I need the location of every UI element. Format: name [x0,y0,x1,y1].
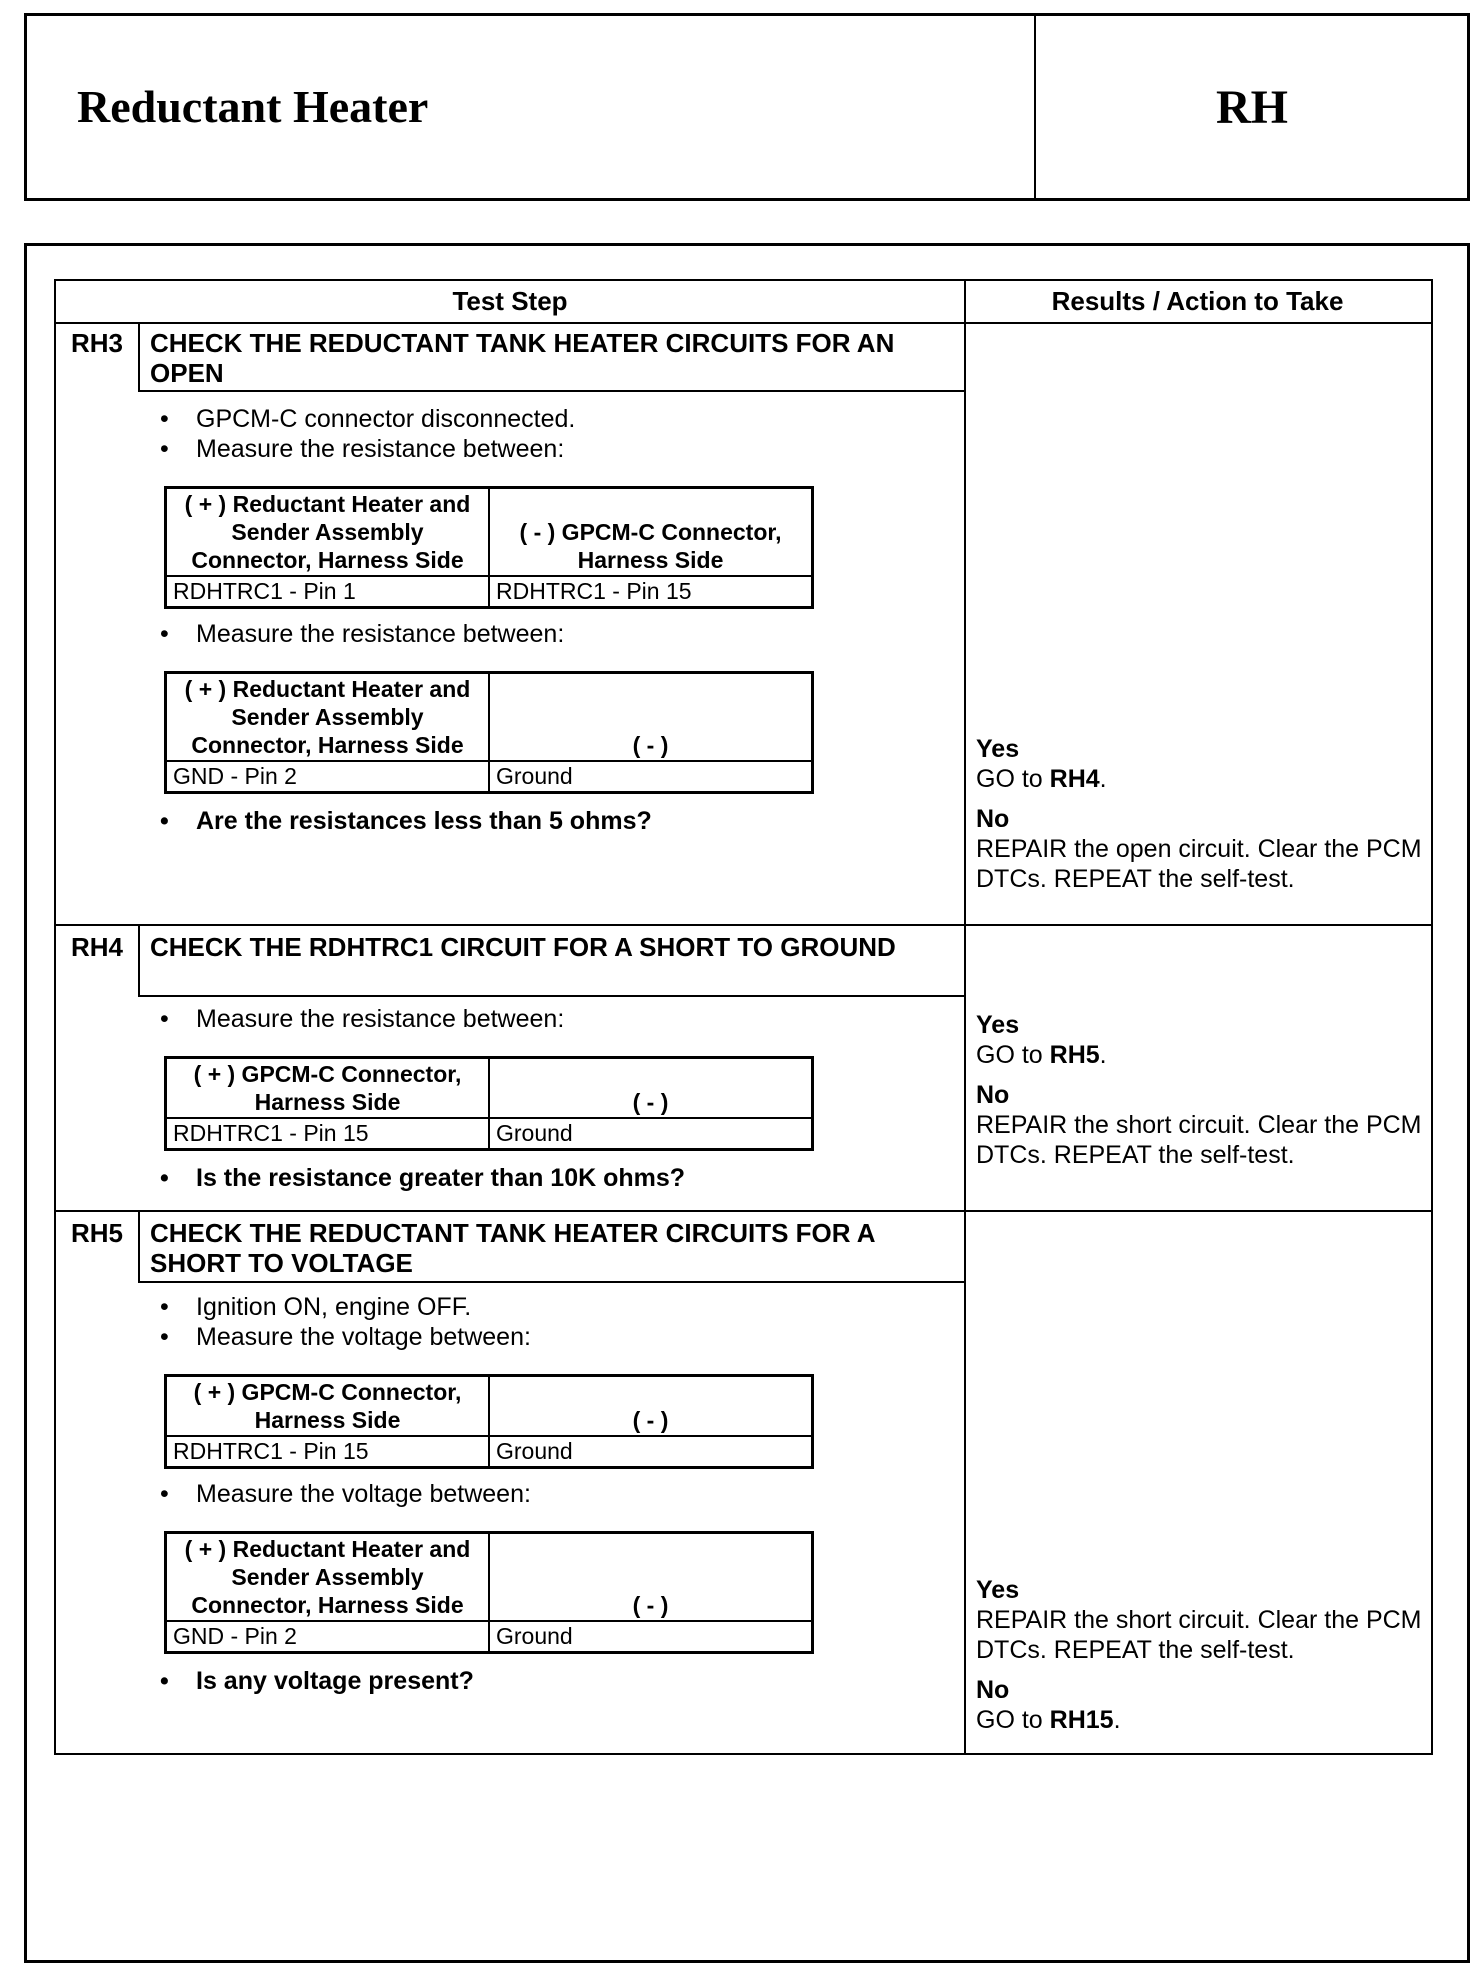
cell: Ground [489,1436,813,1468]
step-rh5 [56,1210,1431,1755]
cell-header: ( + ) Reductant Heater and Sender Assembly Connector, Harness Side [166,488,490,577]
yes-action: GO to [976,765,1050,793]
connector-table [164,671,814,794]
cell: Ground [489,1118,813,1150]
col-header-results: Results / Action to Take [964,281,1431,324]
bullet: • Measure the voltage between: [56,1322,964,1352]
results: Yes GO to RH4. No REPAIR the open circuit. Clear the PCM DTCs. REPEAT the self-test. [976,734,1426,894]
step-number: RH3 [56,322,140,392]
yes-label: Yes [976,735,1020,763]
cell-header: ( + ) GPCM-C Connector, Harness Side [166,1376,490,1437]
page-title: Reductant Heater [77,81,429,132]
question: • Are the resistances less than 5 ohms? [56,806,964,836]
results: Yes REPAIR the short circuit. Clear the PCM DTCs. REPEAT the self-test. No GO to RH15. [976,1575,1426,1735]
step-body [56,1292,964,1696]
question: • Is the resistance greater than 10K ohms? [56,1163,964,1193]
no-action: REPAIR the open circuit. Clear the PCM DTCs. REPEAT the self-test. [976,835,1422,893]
cell-header: ( - ) [489,1376,813,1437]
cell: Ground [489,1621,813,1653]
step-title: CHECK THE RDHTRC1 CIRCUIT FOR A SHORT TO GROUND [140,926,964,997]
bullet: • Measure the voltage between: [56,1479,964,1509]
step-link[interactable]: RH4 [1049,765,1100,793]
step-number: RH5 [56,1212,140,1283]
bullet: • Measure the resistance between: [56,1004,964,1034]
cell: RDHTRC1 - Pin 15 [166,1436,490,1468]
cell-header: ( - ) [489,1058,813,1119]
bullet: • GPCM-C connector disconnected. [56,404,964,434]
no-label: No [976,805,1010,833]
connector-table [164,1056,814,1151]
cell-header: ( + ) Reductant Heater and Sender Assembly Connector, Harness Side [166,673,490,762]
cell: GND - Pin 2 [166,1621,490,1653]
step-title: CHECK THE REDUCTANT TANK HEATER CIRCUITS FOR A SHORT TO VOLTAGE [140,1212,964,1283]
no-label: No [976,1081,1010,1109]
step-rh3 [56,322,1431,924]
col-header-test-step: Test Step [56,281,964,324]
yes-action: GO to [976,1041,1050,1069]
cell: RDHTRC1 - Pin 15 [166,1118,490,1150]
cell-header: ( - ) [489,673,813,762]
cell-header: ( - ) [489,1533,813,1622]
connector-table [164,1374,814,1469]
header-divider [1034,16,1036,198]
cell-header: ( + ) GPCM-C Connector, Harness Side [166,1058,490,1119]
connector-table [164,1531,814,1654]
cell-header: ( + ) Reductant Heater and Sender Assembly Connector, Harness Side [166,1533,490,1622]
bullet: • Ignition ON, engine OFF. [56,1292,964,1322]
cell-header: ( - ) GPCM-C Connector, Harness Side [489,488,813,577]
no-action: REPAIR the short circuit. Clear the PCM DTCs. REPEAT the self-test. [976,1111,1422,1169]
page-header [24,13,1470,201]
test-step-table [54,279,1433,1755]
no-label: No [976,1676,1010,1704]
section-code: RH [1216,81,1288,134]
connector-table [164,486,814,609]
step-title: CHECK THE REDUCTANT TANK HEATER CIRCUITS FOR AN OPEN [140,322,964,392]
step-body [56,1004,964,1193]
cell: RDHTRC1 - Pin 1 [166,576,490,608]
results: Yes GO to RH5. No REPAIR the short circuit. Clear the PCM DTCs. REPEAT the self-test. [976,1010,1426,1170]
no-action: GO to [976,1706,1050,1734]
cell: RDHTRC1 - Pin 15 [489,576,813,608]
step-body [56,404,964,836]
step-number: RH4 [56,926,140,997]
cell: GND - Pin 2 [166,761,490,793]
step-link[interactable]: RH5 [1049,1041,1100,1069]
yes-action: REPAIR the short circuit. Clear the PCM DTCs. REPEAT the self-test. [976,1606,1422,1664]
question: • Is any voltage present? [56,1666,964,1696]
bullet: • Measure the resistance between: [56,619,964,649]
yes-label: Yes [976,1011,1020,1039]
yes-label: Yes [976,1576,1020,1604]
step-rh4 [56,924,1431,1212]
bullet: • Measure the resistance between: [56,434,964,464]
cell: Ground [489,761,813,793]
step-link[interactable]: RH15 [1049,1706,1114,1734]
